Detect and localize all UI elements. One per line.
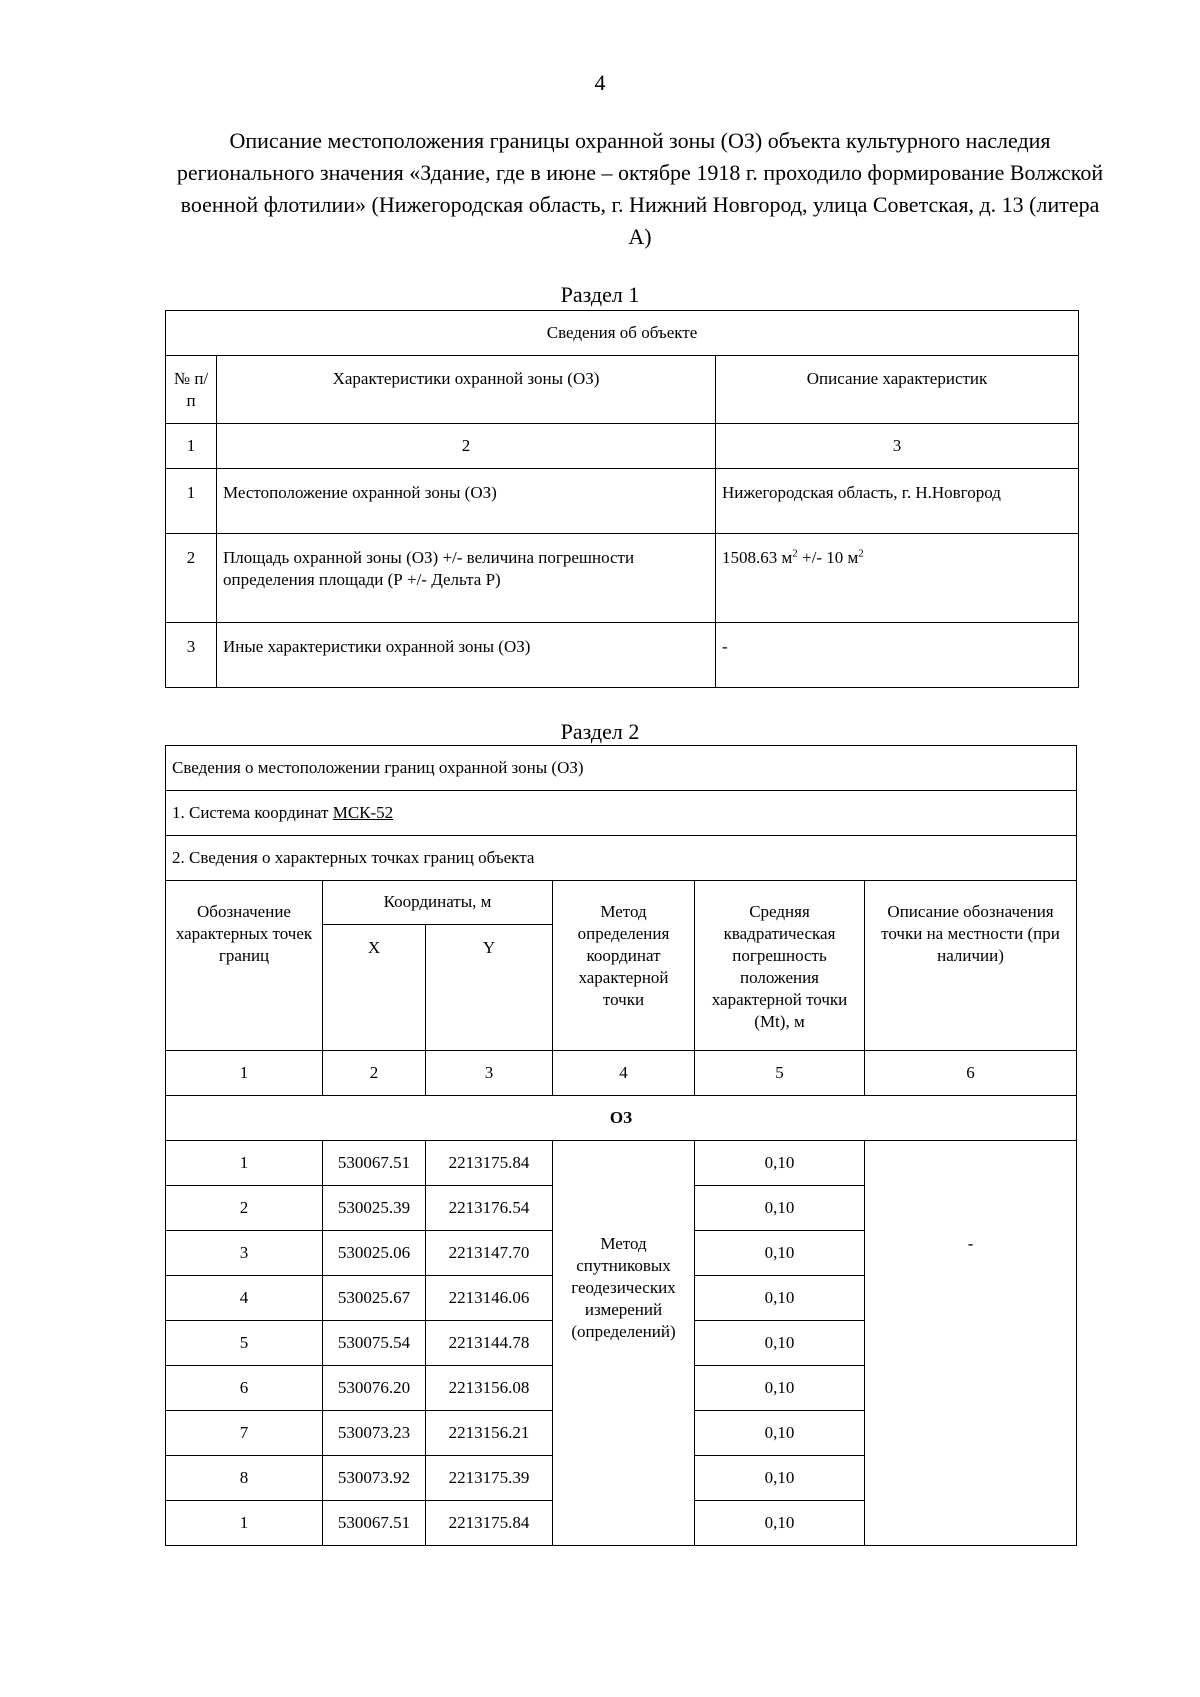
header-y: Y — [426, 925, 553, 1051]
row-num: 3 — [166, 623, 217, 688]
point-mt: 0,10 — [695, 1456, 865, 1501]
row-value — [716, 534, 1079, 623]
row-value: Нижегородская область, г. Н.Новгород — [716, 469, 1079, 534]
col-number: 2 — [323, 1051, 426, 1096]
point-x: 530025.39 — [323, 1186, 426, 1231]
header-coords: Координаты, м — [323, 881, 553, 925]
col-number: 5 — [695, 1051, 865, 1096]
method-value: Метод спутниковых геодезических измерений (определений) — [553, 1141, 695, 1546]
point-number: 3 — [166, 1231, 323, 1276]
table-row — [166, 1141, 1077, 1186]
point-number: 1 — [166, 1141, 323, 1186]
table-row — [166, 534, 1079, 623]
point-y: 2213156.21 — [426, 1411, 553, 1456]
row-num: 2 — [166, 534, 217, 623]
document-title: Описание местоположения границы охранной зоны (ОЗ) объекта культурного наследия регионального значения «Здание, где в июне – октябре 1918 г. проходило формирование Волжской военной флотилии» (Нижегородская область, г. Нижний Новгород, улица Советская, д. 13 (литера А) — [176, 128, 1104, 249]
col-number: 2 — [217, 424, 716, 469]
col-number: 1 — [166, 424, 217, 469]
point-number: 6 — [166, 1366, 323, 1411]
header-description: Описание характеристик — [716, 356, 1079, 424]
section-1-heading: Раздел 1 — [560, 282, 640, 307]
area-value: 1508.63 м — [722, 548, 793, 567]
col-number: 6 — [865, 1051, 1077, 1096]
point-mt: 0,10 — [695, 1321, 865, 1366]
group-label: ОЗ — [166, 1096, 1077, 1141]
point-y: 2213175.84 — [426, 1141, 553, 1186]
point-x: 530073.92 — [323, 1456, 426, 1501]
col-number: 4 — [553, 1051, 695, 1096]
coordinate-system-value: МСК-52 — [332, 803, 394, 822]
point-mt: 0,10 — [695, 1276, 865, 1321]
point-mt: 0,10 — [695, 1411, 865, 1456]
boundary-title: Сведения о местоположении границ охранной зоны (ОЗ) — [166, 746, 1077, 791]
points-title: 2. Сведения о характерных точках границ объекта — [166, 836, 1077, 881]
row-value: - — [716, 623, 1079, 688]
point-mt: 0,10 — [695, 1141, 865, 1186]
point-y: 2213175.39 — [426, 1456, 553, 1501]
point-number: 7 — [166, 1411, 323, 1456]
point-mt: 0,10 — [695, 1231, 865, 1276]
point-number: 4 — [166, 1276, 323, 1321]
row-num: 1 — [166, 469, 217, 534]
header-designation: Обозначение характерных точек границ — [166, 881, 323, 1051]
point-x: 530073.23 — [323, 1411, 426, 1456]
point-x: 530025.06 — [323, 1231, 426, 1276]
area-unit-sup: 2 — [792, 547, 798, 560]
point-y: 2213176.54 — [426, 1186, 553, 1231]
col-number: 1 — [166, 1051, 323, 1096]
table-row — [166, 469, 1079, 534]
row-characteristic: Местоположение охранной зоны (ОЗ) — [217, 469, 716, 534]
point-y: 2213146.06 — [426, 1276, 553, 1321]
col-number: 3 — [426, 1051, 553, 1096]
row-characteristic: Площадь охранной зоны (ОЗ) +/- величина погрешности определения площади (Р +/- Дельта Р) — [217, 534, 716, 623]
page-number: 4 — [594, 70, 606, 95]
point-number: 2 — [166, 1186, 323, 1231]
point-mt: 0,10 — [695, 1186, 865, 1231]
point-number: 5 — [166, 1321, 323, 1366]
description-value: - — [865, 1141, 1077, 1546]
point-y: 2213156.08 — [426, 1366, 553, 1411]
point-y: 2213147.70 — [426, 1231, 553, 1276]
coordinate-system-label: 1. Система координат — [172, 803, 333, 822]
boundary-points-table — [165, 745, 1077, 1546]
object-info-title: Сведения об объекте — [166, 311, 1079, 356]
header-x: X — [323, 925, 426, 1051]
header-method: Метод определения координат характерной точки — [553, 881, 695, 1051]
point-x: 530025.67 — [323, 1276, 426, 1321]
point-x: 530075.54 — [323, 1321, 426, 1366]
point-y: 2213144.78 — [426, 1321, 553, 1366]
header-num: № п/п — [166, 356, 217, 424]
point-x: 530067.51 — [323, 1141, 426, 1186]
header-description: Описание обозначения точки на местности (при наличии) — [865, 881, 1077, 1051]
point-number: 1 — [166, 1501, 323, 1546]
point-mt: 0,10 — [695, 1501, 865, 1546]
point-x: 530067.51 — [323, 1501, 426, 1546]
coordinate-system — [166, 791, 1077, 836]
col-number: 3 — [716, 424, 1079, 469]
point-mt: 0,10 — [695, 1366, 865, 1411]
header-error: Средняя квадратическая погрешность положения характерной точки (Mt), м — [695, 881, 865, 1051]
point-x: 530076.20 — [323, 1366, 426, 1411]
object-info-table — [165, 310, 1079, 688]
point-number: 8 — [166, 1456, 323, 1501]
row-characteristic: Иные характеристики охранной зоны (ОЗ) — [217, 623, 716, 688]
section-2-heading: Раздел 2 — [560, 719, 640, 744]
table-row — [166, 623, 1079, 688]
point-y: 2213175.84 — [426, 1501, 553, 1546]
header-characteristics: Характеристики охранной зоны (ОЗ) — [217, 356, 716, 424]
area-error: +/- 10 м — [797, 548, 859, 567]
area-unit-sup: 2 — [858, 547, 864, 560]
